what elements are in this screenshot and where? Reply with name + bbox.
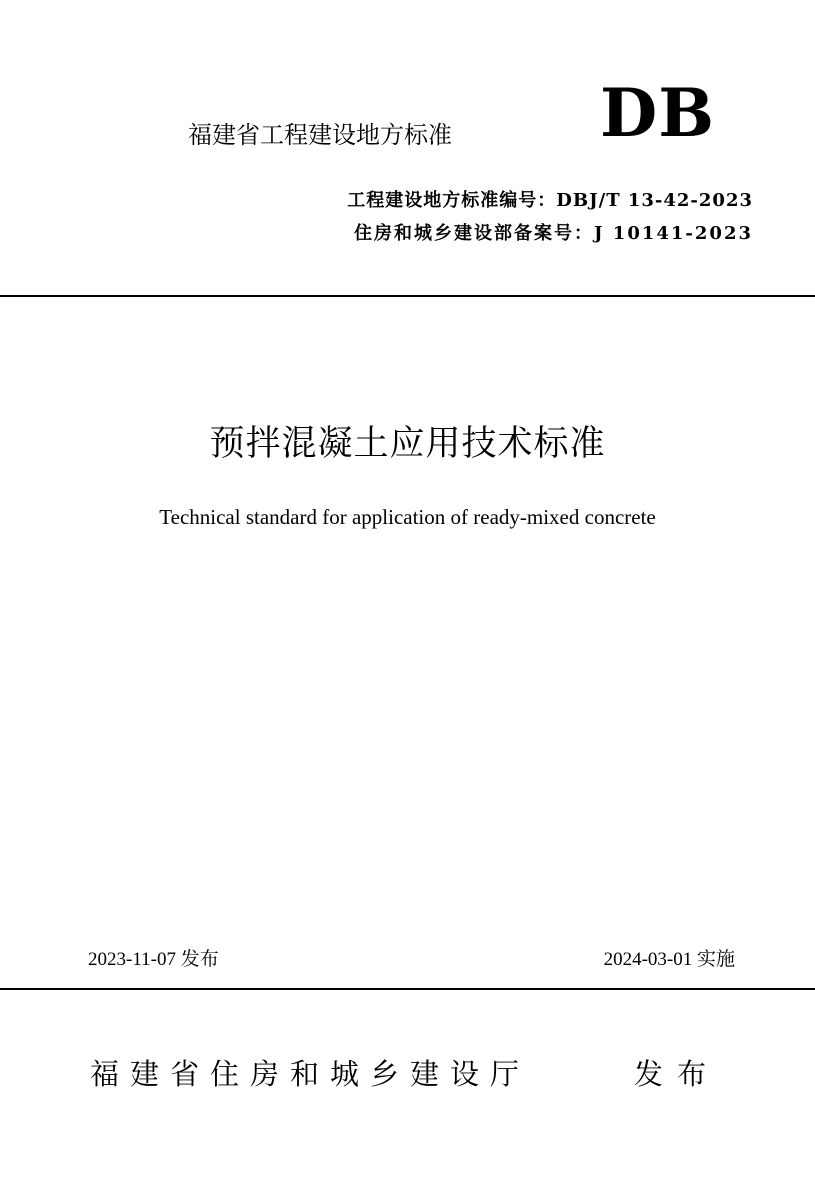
issue-label: 发布 bbox=[180, 948, 219, 970]
issue-date-block bbox=[88, 944, 219, 971]
document-title-english: Technical standard for application of ready-mixed concrete bbox=[159, 505, 656, 529]
effective-date-block bbox=[604, 944, 735, 971]
document-title: 预拌混凝土应用技术标准 bbox=[209, 424, 606, 464]
db-mark: DB bbox=[600, 74, 716, 152]
top-divider bbox=[0, 295, 815, 297]
effective-date: 2024-03-01 bbox=[603, 949, 693, 970]
record-number: 住房和城乡建设部备案号：J 10141-2023 bbox=[354, 223, 753, 244]
publish-label: 发布 bbox=[634, 1057, 721, 1091]
bottom-divider bbox=[0, 988, 815, 990]
effective-label: 实施 bbox=[696, 948, 735, 970]
standard-number: 工程建设地方标准编号：DBJ/T 13-42-2023 bbox=[347, 190, 753, 211]
province-standard-label: 福建省工程建设地方标准 bbox=[188, 121, 452, 149]
issue-date: 2023-11-07 bbox=[88, 949, 176, 970]
publisher: 福建省住房和城乡建设厅 bbox=[90, 1057, 531, 1091]
